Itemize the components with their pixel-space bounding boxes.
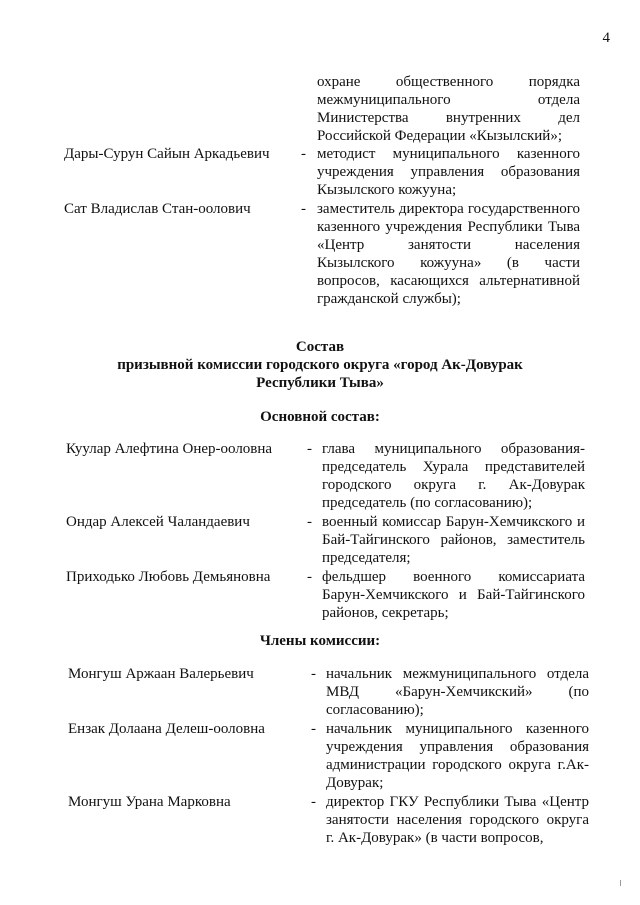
main-composition-list <box>0 440 640 623</box>
member-name: Куулар Алефтина Онер-ооловна <box>66 441 273 457</box>
dash: - <box>307 441 312 457</box>
commission-members-heading: Члены комиссии: <box>259 633 381 649</box>
dash: - <box>311 721 316 737</box>
section-title-line2: призывной комиссии городского округа «город Ак-Довурак <box>117 357 523 373</box>
member-description: фельдшер военного комиссариата Барун-Хемчикского и Бай-Тайгинского районов, секретарь; <box>322 569 585 621</box>
member-row <box>0 145 640 200</box>
member-row <box>0 513 640 568</box>
member-row <box>0 720 640 793</box>
dash: - <box>311 666 316 682</box>
member-row <box>0 793 640 853</box>
member-description: военный комиссар Барун-Хемчикского и Бай-Тайгинского районов, заместитель председателя; <box>322 514 585 566</box>
member-row <box>0 440 640 513</box>
dash: - <box>311 794 316 810</box>
dash: - <box>307 569 312 585</box>
section-title-line3: Республики Тыва» <box>256 375 384 391</box>
commission-members-list <box>0 665 640 853</box>
member-description: начальник межмуниципального отдела МВД «Барун-Хемчикский» (по согласованию); <box>326 666 589 718</box>
member-name: Монгуш Урана Марковна <box>68 794 231 810</box>
member-name: Ондар Алексей Чаландаевич <box>66 514 250 530</box>
member-description: заместитель директора государственного казенного учреждения Республики Тыва «Центр занятости населения Кызылского кожууна» (в части вопросов, касающихся альтернативной гражданской службы); <box>317 201 580 307</box>
section-title-line1: Состав <box>295 339 345 355</box>
member-row <box>0 568 640 623</box>
member-description: директор ГКУ Республики Тыва «Центр занятости населения городского округа г. Ак-Довурак» (в части вопросов, <box>326 794 589 846</box>
dash: - <box>301 201 306 217</box>
dash: - <box>301 146 306 162</box>
member-description: методист муниципального казенного учреждения управления образования Кызылского кожууна; <box>317 146 580 198</box>
member-name: Сат Владислав Стан-оолович <box>64 201 251 217</box>
member-name: Приходько Любовь Демьяновна <box>66 569 271 585</box>
member-name: Ензак Долаана Делеш-ооловна <box>68 721 265 737</box>
top-members-list <box>0 145 640 320</box>
continuation-text: охране общественного порядка межмуниципального отдела Министерства внутренних дел Российской Федерации «Кызылский»; <box>317 74 580 144</box>
member-row <box>0 200 640 320</box>
member-name: Дары-Сурун Сайын Аркадьевич <box>64 146 270 162</box>
member-name: Монгуш Аржаан Валерьевич <box>68 666 254 682</box>
margin-mark <box>620 880 625 886</box>
member-description: начальник муниципального казенного учреждения управления образования администрации городского округа г.Ак-Довурак; <box>326 721 589 791</box>
main-composition-heading: Основной состав: <box>260 409 380 425</box>
dash: - <box>307 514 312 530</box>
member-row <box>0 665 640 720</box>
member-description: глава муниципального образования-председатель Хурала представителей городского округа г. Ак-Довурак председатель (по согласованию); <box>322 441 585 511</box>
page-number: 4 <box>602 30 610 46</box>
